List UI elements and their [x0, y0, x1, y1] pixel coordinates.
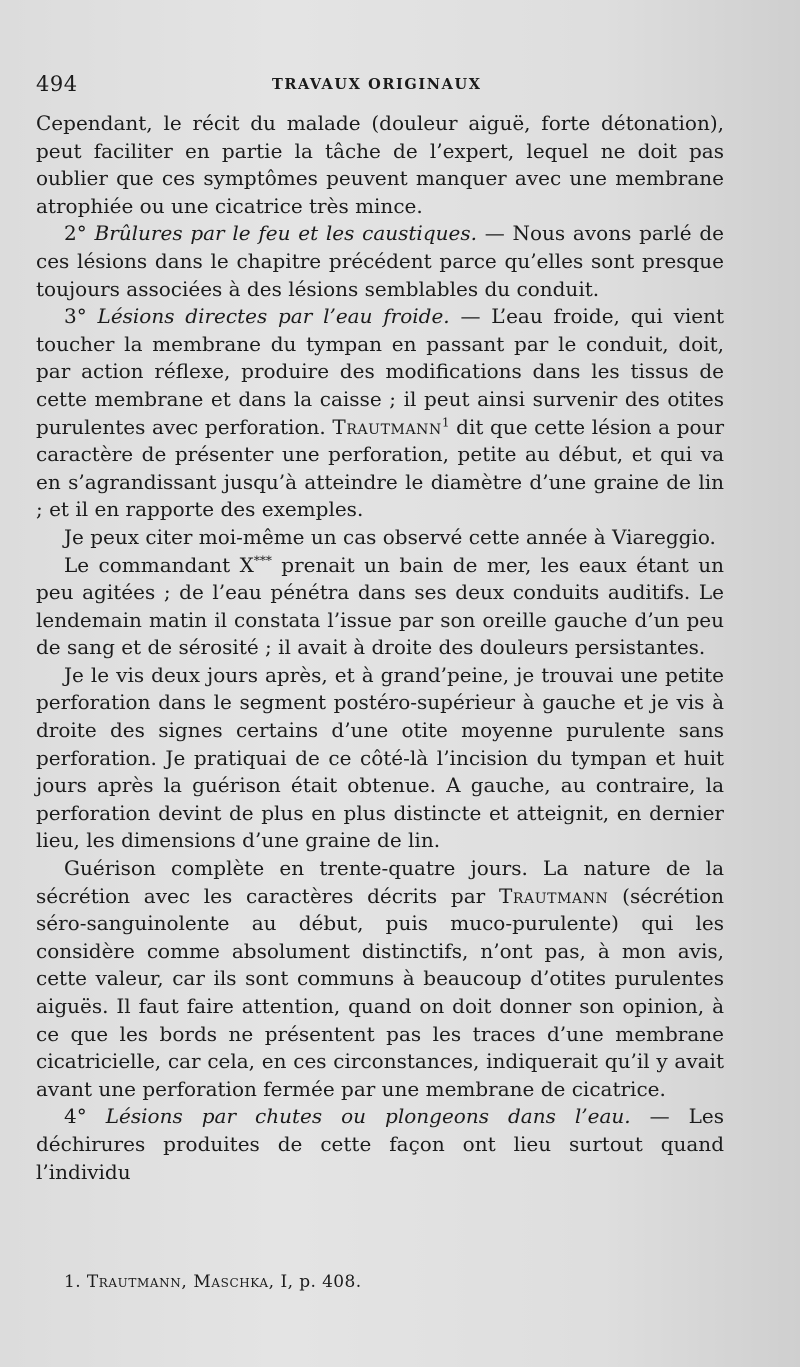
paragraph-2-text: — Nous avons parlé de ces lésions dans le chapitre précédent parce qu’elles sont presque toujours associées à des lésions semblables du conduit.	[36, 221, 725, 301]
paragraph-8-text: — Les déchirures produites de cette façon ont lieu surtout quand l’individu	[36, 1104, 725, 1184]
footnote-ref: 1	[441, 414, 450, 429]
footnote-authors: Trautmann, Maschka,	[86, 1272, 275, 1292]
paragraph-3-text-a: — L’eau froide, qui vient toucher la membrane du tympan en passant par le conduit, doit, par action réflexe, produire des modifications dans les tissus de cette membrane et dans la caisse ; il peut ainsi survenir des otites purulentes avec perforation.	[36, 304, 725, 439]
paragraph-3-text-b: dit que cette lésion a pour caractère de présenter une perforation, petite au début, et qui va en s’agrandissant jusqu’à atteindre le diamètre d’une graine de lin ; et il en rapporte des exemples.	[36, 414, 725, 522]
running-head: TRAVAUX ORIGINAUX	[272, 76, 482, 93]
body-text	[36, 110, 724, 1186]
paragraph-1: Cependant, le récit du malade (douleur aiguë, forte détonation), peut faciliter en partie la tâche de l’expert, lequel ne doit pas oublier que ces symptômes peuvent manquer avec une membrane atrophiée ou une cicatrice très mince.	[36, 111, 724, 218]
author-trautmann-2: Trautmann	[498, 883, 609, 908]
author-trautmann: Trautmann	[332, 414, 442, 439]
footnote	[64, 1272, 362, 1292]
section-heading-cold-water: Lésions directes par l’eau froide.	[97, 304, 450, 329]
paragraph-8	[36, 1103, 724, 1186]
section-heading-falls: Lésions par chutes ou plongeons dans l’eau.	[105, 1104, 631, 1129]
section-number-3: 3°	[64, 304, 87, 329]
paragraph-7	[36, 855, 724, 1103]
paragraph-5	[36, 552, 724, 662]
section-number-2: 2°	[64, 221, 87, 246]
footnote-number: 1.	[64, 1272, 82, 1292]
paragraph-5-text-b: prenait un bain de mer, les eaux étant un peu agitées ; de l’eau pénétra dans ses deux conduits auditifs. Le lendemain matin il constata l’issue par son oreille gauche d’un peu de sang et de sérosité ; il avait à droite des douleurs persistantes.	[36, 552, 724, 660]
anonymized-mark: ***	[253, 552, 272, 567]
paragraph-5-text-a: Le commandant X	[64, 552, 254, 577]
paragraph-6: Je le vis deux jours après, et à grand’peine, je trouvai une petite perforation dans le segment postéro-supérieur à gauche et je vis à droite des signes certains d’une otite moyenne purulente sans perforation. Je pratiquai de ce côté-là l’incision du tympan et huit jours après la guérison était obtenue. A gauche, au contraire, la perforation devint de plus en plus distincte et atteignit, en dernier lieu, les dimensions d’une graine de lin.	[36, 662, 724, 853]
paragraph-7-text-b: (sécrétion séro-sanguinolente au début, puis muco-purulente) qui les considère comme absolument distinctifs, n’ont pas, à mon avis, cette valeur, car ils sont communs à beaucoup d’otites purulentes aiguës. Il faut faire attention, quand on doit donner son opinion, à ce que les bords ne présentent pas les traces d’une membrane cicatricielle, car cela, en ces circonstances, indiquerait qu’il y avait avant une perforation fermée par une membrane de cicatrice.	[36, 883, 725, 1101]
paragraph-7-text-a: Guérison complète en trente-quatre jours. La nature de la sécrétion avec les caractères décrits par	[36, 856, 724, 908]
footnote-reference: I, p. 408.	[280, 1272, 362, 1292]
section-heading-burns: Brûlures par le feu et les caustiques.	[94, 221, 477, 246]
page-number: 494	[36, 72, 78, 96]
paragraph-2	[36, 220, 724, 303]
page-header	[36, 66, 736, 106]
paragraph-4: Je peux citer moi-même un cas observé cette année à Viareggio.	[64, 524, 716, 549]
section-number-4: 4°	[64, 1104, 87, 1129]
paragraph-3	[36, 303, 724, 524]
